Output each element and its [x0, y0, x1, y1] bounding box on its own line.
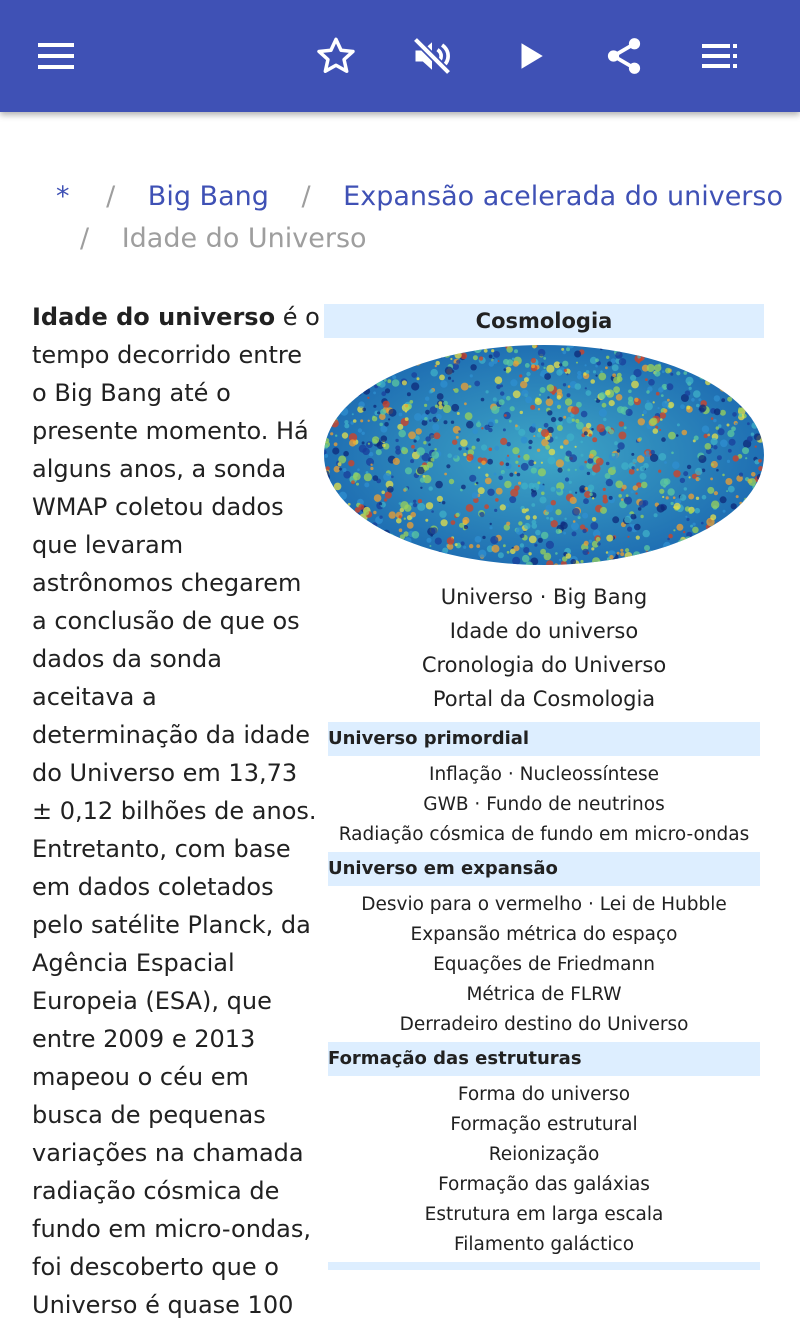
share-icon[interactable]	[596, 28, 652, 84]
infobox-links	[324, 580, 764, 716]
app-toolbar	[0, 0, 800, 112]
breadcrumb-expansao[interactable]: Expansão acelerada do universo	[343, 181, 783, 212]
article-bold-term: Idade do universo	[32, 303, 276, 331]
infobox-link-portal[interactable]: Portal da Cosmologia	[432, 687, 656, 711]
breadcrumb-separator: /	[106, 181, 116, 212]
menu-icon[interactable]	[28, 28, 84, 84]
star-icon[interactable]	[308, 28, 364, 84]
breadcrumb-separator: /	[80, 223, 90, 254]
section-items-estruturas	[324, 1076, 764, 1262]
section-header-expansao: Universo em expansão	[328, 852, 760, 886]
section-item[interactable]: Filamento galáctico	[453, 1234, 635, 1255]
section-item[interactable]: Equações de Friedmann	[433, 954, 655, 975]
section-header-primordial: Universo primordial	[328, 722, 760, 756]
section-item[interactable]: Estrutura em larga escala	[424, 1204, 664, 1225]
section-item[interactable]: Formação estrutural	[450, 1114, 638, 1135]
infobox-link-idade[interactable]: Idade do universo	[449, 619, 639, 643]
section-item[interactable]: Expansão métrica do espaço	[410, 924, 678, 945]
section-header-next	[328, 1262, 760, 1270]
section-item[interactable]: Forma do universo	[457, 1084, 631, 1105]
section-items-expansao	[324, 886, 764, 1042]
article-body: é o tempo decorrido entre o Big Bang até o presente momento. Há alguns anos, a sonda WMAP coletou dados que levaram astrônomos chegarem a conclusão de que os dados da sonda aceitava a determinação da idade do Universo em 13,73 ± 0,12 bilhões de anos. Entretanto, com base em dados coletados pelo satélite Planck, da Agência Espacial Europeia (ESA), que entre 2009 e 2013 mapeou o céu em busca de pequenas variações na chamada radiação cósmica de fundo em micro-ondas, foi descoberto que o Universo é quase 100	[32, 303, 320, 1319]
infobox	[324, 304, 764, 1270]
volume-off-icon[interactable]	[404, 28, 460, 84]
section-item[interactable]: Radiação cósmica de fundo em micro-ondas	[338, 824, 750, 845]
breadcrumb-big-bang[interactable]: Big Bang	[147, 181, 269, 212]
breadcrumb-root[interactable]: *	[56, 181, 70, 212]
infobox-title: Cosmologia	[324, 304, 764, 338]
infobox-link-cronologia[interactable]: Cronologia do Universo	[421, 653, 667, 677]
play-icon[interactable]	[502, 28, 558, 84]
cmb-map-image	[324, 344, 764, 566]
section-items-primordial	[324, 756, 764, 852]
section-item[interactable]: Derradeiro destino do Universo	[399, 1014, 689, 1035]
section-item[interactable]: Métrica de FLRW	[466, 984, 622, 1005]
breadcrumb-separator: /	[301, 181, 311, 212]
section-item[interactable]: Formação das galáxias	[438, 1174, 650, 1195]
section-item[interactable]: Desvio para o vermelho · Lei de Hubble	[361, 894, 727, 915]
section-header-estruturas: Formação das estruturas	[328, 1042, 760, 1076]
article-text	[32, 298, 322, 1324]
breadcrumb-current: Idade do Universo	[121, 223, 367, 254]
infobox-link-universo-big-bang[interactable]: Universo · Big Bang	[440, 585, 648, 609]
section-item[interactable]: GWB · Fundo de neutrinos	[423, 794, 665, 815]
toc-list-icon[interactable]	[692, 28, 748, 84]
section-item[interactable]: Inflação · Nucleossíntese	[428, 764, 659, 785]
section-item[interactable]: Reionização	[488, 1144, 600, 1165]
